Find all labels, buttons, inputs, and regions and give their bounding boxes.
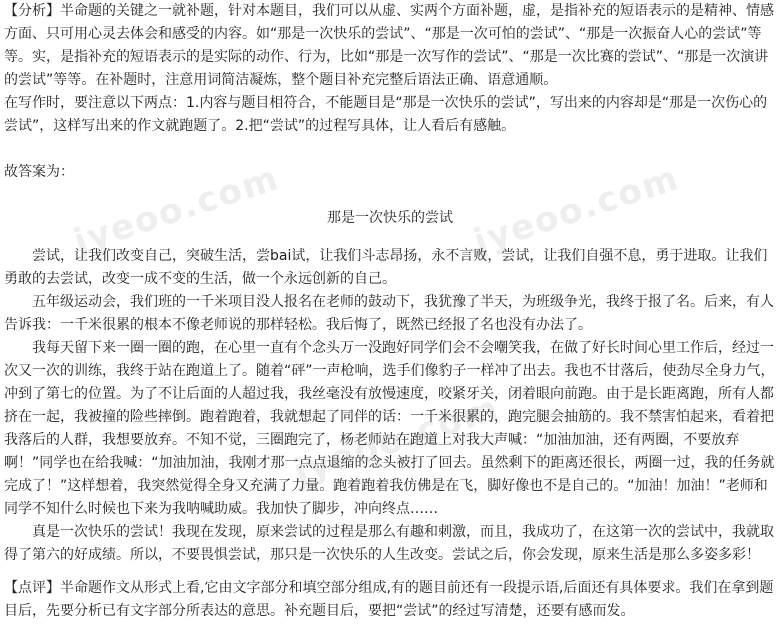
analysis-tag: 【分析】 bbox=[4, 3, 60, 19]
comment-text: 半命题作文从形式上看,它由文字部分和填空部分组成,有的题目前还有一段提示语,后面还有具体要求。我们在拿到题目后，先要分析已有文字部分所表达的意思。补充题目后，要把“尝试”的经过写清楚，还要有感而发。 bbox=[4, 580, 774, 619]
analysis-text: 半命题的关键之一就补题，针对本题目，我们可以从虚、实两个方面补题，虚，是指补充的短语表示的是精神、情感方面、只可用心灵去体会和感受的内容。如“那是一次快乐的尝试”、“那是一次可怕的尝试”、“那是一次振奋人心的尝试”等等。实，是指补充的短语表示的是实际的动作、行为，比如“那是一次写作的尝试”、“那是一次比赛的尝试”、“那是一次演讲的尝试”等等。在补题时，注意用词简洁凝炼，整个题目补充完整后语法正确、语意通顺。 bbox=[4, 3, 774, 88]
essay-paragraph: 我每天留下来一圈一圈的跑，在心里一直有个念头万一没跑好同学们会不会嘲笑我，在做了好长时间心里工作后，经过一次又一次的训练，我终于站在跑道上了。随着“砰”一声枪响，选手们像豹子一样冲了出去。我也不甘落后，使劲尽全身力气，冲到了第七的位置。为了不让后面的人超过我，我丝毫没有放慢速度，咬紧牙关，闭着眼向前跑。由于是长距离跑，所有人都挤在一起，我被撞的险些摔倒。跑着跑着，我就想起了同伴的话：一千米很累的，跑完腿会抽筋的。我不禁害怕起来，看着把我落后的人群，我想要放弃。不知不觉，三圈跑完了，杨老师站在跑道上对我大声喊：“加油加油，还有两圈，不要放弃啊！”同学也在给我喊：“加油加油，我刚才那一点点退缩的念头被打了回去。虽然剩下的距离还很长，两圈一过，我的任务就完成了！”这样想着，我突然觉得全身又充满了力量。跑着跑着我仿佛是在飞，脚好像也不是自己的。“加油！加油！”老师和同学不知什么时候也下来为我呐喊助威。我加快了脚步，冲向终点…… bbox=[4, 340, 775, 517]
document-page bbox=[4, 0, 776, 623]
spacer bbox=[4, 138, 776, 161]
essay-paragraph: 真是一次快乐的尝试！我现在发现，原来尝试的过程是那么有趣和刺激，而且，我成功了，在这第一次的尝试中，我就取得了第六的好成绩。所以，不要畏惧尝试，那只是一次快乐的人生改变。尝试之后，你会发现，原来生活是那么多姿多彩！ bbox=[4, 524, 774, 563]
analysis-paragraph bbox=[4, 0, 776, 92]
comment-tag: 【点评】 bbox=[4, 580, 60, 596]
spacer bbox=[4, 230, 776, 245]
essay-title: 那是一次快乐的尝试 bbox=[327, 210, 453, 226]
writing-tip-paragraph: 在写作时，要注意以下两点：1.内容与题目相符合，不能题目是“那是一次快乐的尝试”，写出来的内容却是“那是一次伤心的尝试”，这样写出来的作文就跑题了。2.把“尝试”的过程写具体，让人看后有感触。 bbox=[4, 95, 768, 134]
answer-intro: 故答案为： bbox=[4, 164, 74, 180]
essay-paragraph: 尝试，让我们改变自己，突破生活，尝bai试，让我们斗志昂扬，永不言败，尝试，让我们自强不息，勇于进取。让我们勇敢的去尝试，改变一成不变的生活，做一个永远创新的自己。 bbox=[4, 248, 768, 287]
essay-paragraph: 五年级运动会，我们班的一千米项目没人报名在老师的鼓动下，我犹豫了半天，为班级争光，我终于报了名。后来，有人告诉我：一千米很累的根本不像老师说的那样轻松。我后悔了，既然已经报了名也没有办法了。 bbox=[4, 294, 774, 333]
spacer bbox=[4, 184, 776, 207]
watermark: jyeoo.com bbox=[469, 157, 685, 263]
comment-paragraph bbox=[4, 577, 776, 623]
watermark: jyeoo.com bbox=[69, 157, 285, 263]
watermark: jyeoo.com bbox=[289, 387, 505, 493]
